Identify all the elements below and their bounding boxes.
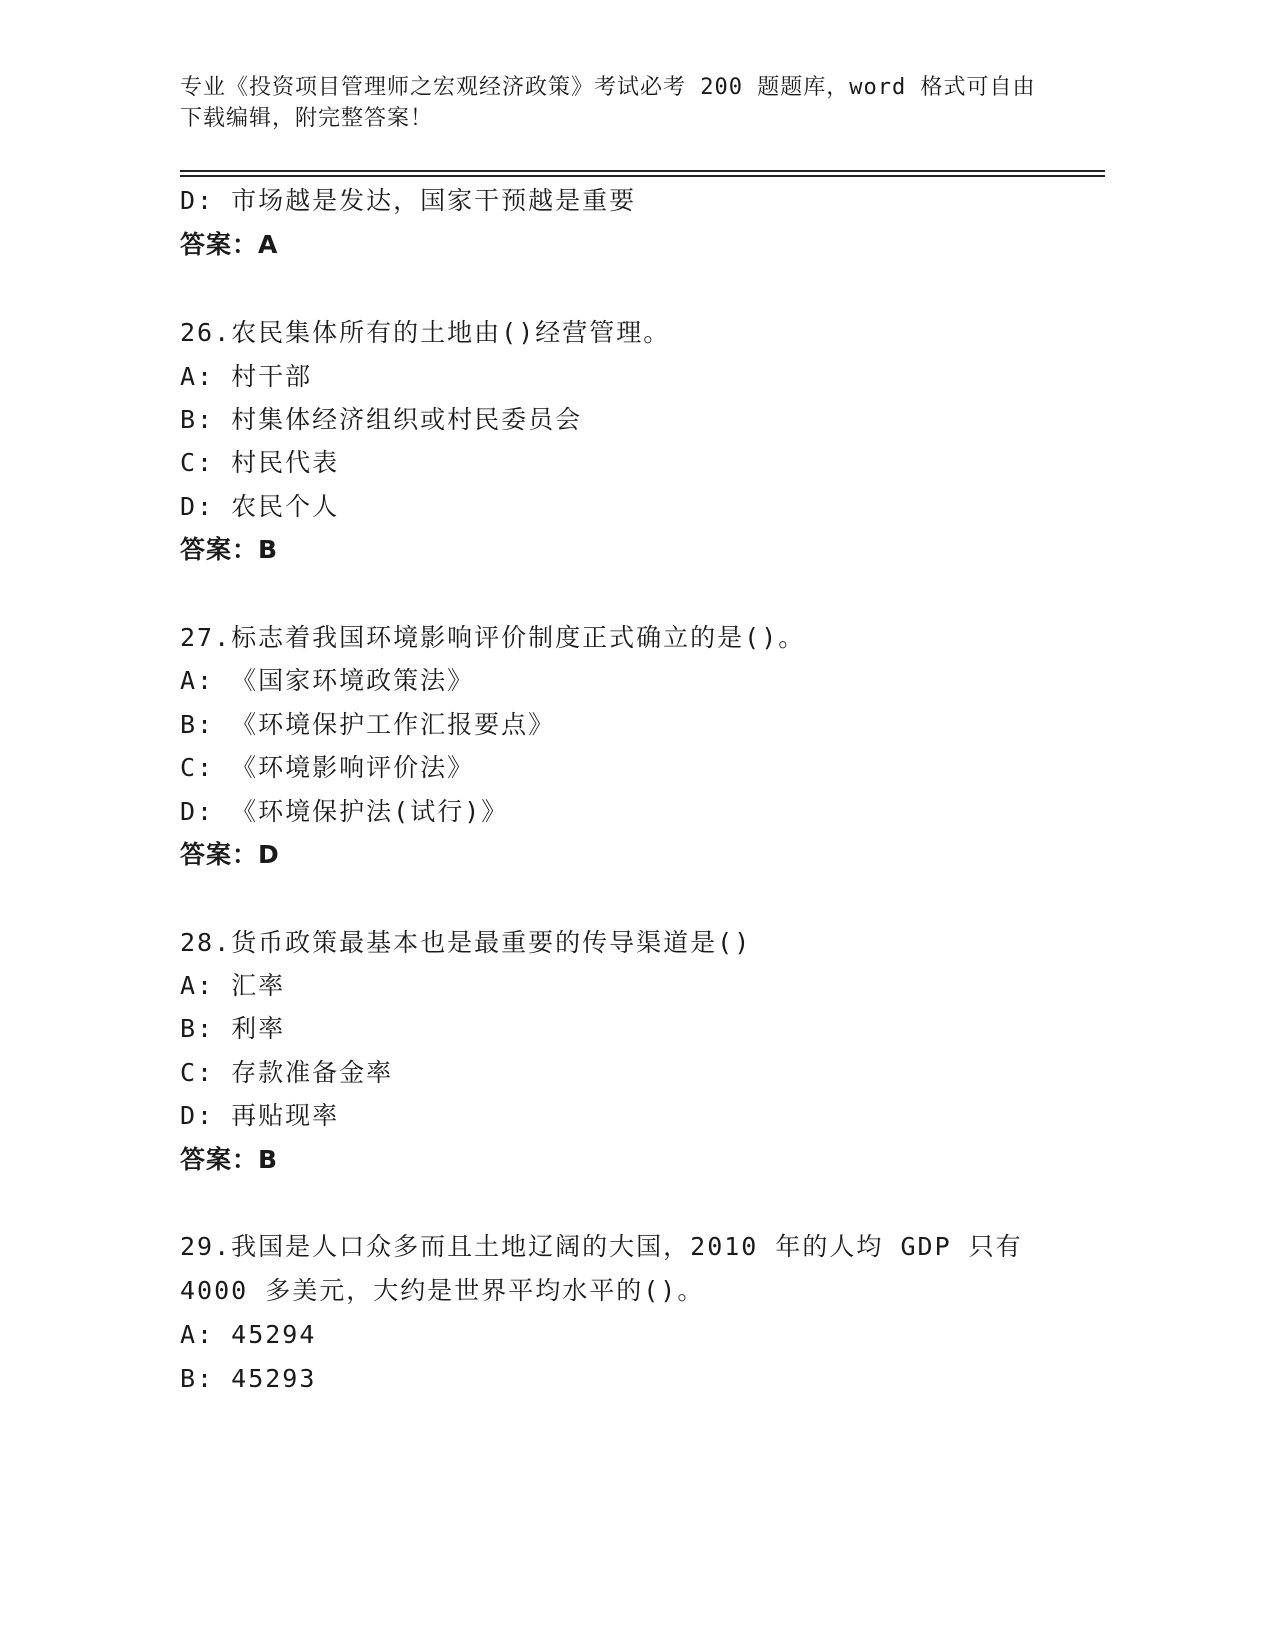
- question-27-option-d: D: 《环境保护法(试行)》: [180, 797, 509, 826]
- prev-answer: 答案：A: [180, 230, 279, 259]
- question-26-option-c: C: 村民代表: [180, 448, 340, 477]
- question-29-option-a: A: 45294: [180, 1320, 317, 1349]
- header-line-1: 专业《投资项目管理师之宏观经济政策》考试必考 200 题题库，word 格式可自由: [180, 75, 1036, 100]
- prev-option-d: D: 市场越是发达，国家干预越是重要: [180, 186, 637, 215]
- question-26-option-b: B: 村集体经济组织或村民委员会: [180, 405, 583, 434]
- question-26-option-d: D: 农民个人: [180, 492, 340, 521]
- question-28-answer: 答案：B: [180, 1145, 279, 1174]
- question-28-option-c: C: 存款准备金率: [180, 1058, 394, 1087]
- question-28-option-b: B: 利率: [180, 1014, 286, 1043]
- question-28-stem: 28.货币政策最基本也是最重要的传导渠道是(): [180, 928, 752, 957]
- question-26-answer: 答案：B: [180, 535, 279, 564]
- question-28-option-a: A: 汇率: [180, 971, 286, 1000]
- question-27-option-a: A: 《国家环境政策法》: [180, 666, 475, 695]
- question-27-option-c: C: 《环境影响评价法》: [180, 753, 475, 782]
- question-29-option-b: B: 45293: [180, 1364, 317, 1393]
- question-26-stem: 26.农民集体所有的土地由()经营管理。: [180, 318, 671, 347]
- document-header: [180, 72, 1060, 134]
- question-29-stem-line-1: 29.我国是人口众多而且土地辽阔的大国，2010 年的人均 GDP 只有: [180, 1232, 1023, 1261]
- question-29-stem-line-2: 4000 多美元，大约是世界平均水平的()。: [180, 1276, 705, 1305]
- question-27-option-b: B: 《环境保护工作汇报要点》: [180, 710, 556, 739]
- header-line-2: 下载编辑，附完整答案！: [180, 106, 434, 131]
- question-26-option-a: A: 村干部: [180, 362, 313, 391]
- header-divider-bottom: [180, 175, 1105, 177]
- question-28-option-d: D: 再贴现率: [180, 1101, 340, 1130]
- header-divider-top: [180, 170, 1105, 172]
- question-27-stem: 27.标志着我国环境影响评价制度正式确立的是()。: [180, 623, 806, 652]
- question-27-answer: 答案：D: [180, 840, 280, 869]
